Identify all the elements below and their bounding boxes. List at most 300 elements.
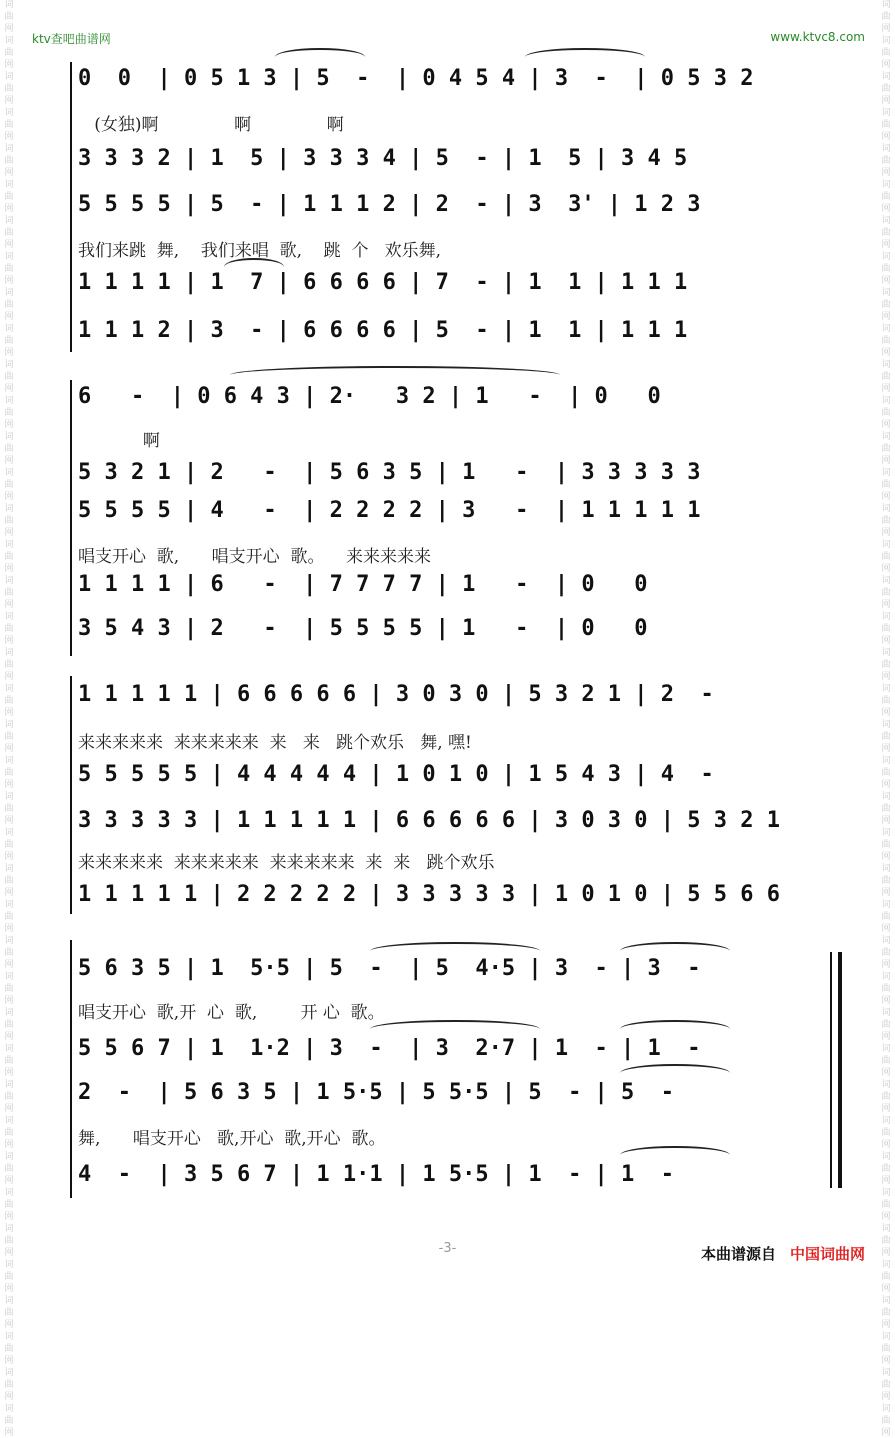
watermark-char: 网 xyxy=(881,924,891,934)
watermark-char: 词 xyxy=(4,1008,14,1018)
watermark-char: 词 xyxy=(4,180,14,190)
watermark-char: 曲 xyxy=(881,12,891,22)
slur-mark xyxy=(620,1064,730,1082)
watermark-char: 网 xyxy=(4,1104,14,1114)
watermark-char: 词 xyxy=(4,648,14,658)
watermark-char: 曲 xyxy=(4,768,14,778)
left-watermark-column xyxy=(2,0,16,1438)
watermark-char: 网 xyxy=(881,780,891,790)
notes-row xyxy=(78,682,850,712)
watermark-char: 网 xyxy=(4,600,14,610)
site-name-left[interactable]: ktv查吧曲谱网 xyxy=(32,32,111,46)
watermark-char: 曲 xyxy=(881,300,891,310)
watermark-char: 词 xyxy=(4,1080,14,1090)
notes-text: 1 1 1 1 1 | 2 2 2 2 2 | 3 3 3 3 3 | 1 0 1 0 | 5 5 6 6 xyxy=(78,882,780,907)
notes-row xyxy=(78,384,850,414)
lyrics-row xyxy=(78,998,850,1023)
watermark-char: 网 xyxy=(881,24,891,34)
watermark-char: 词 xyxy=(4,1044,14,1054)
watermark-char: 网 xyxy=(881,60,891,70)
watermark-char: 曲 xyxy=(881,264,891,274)
watermark-char: 曲 xyxy=(881,696,891,706)
watermark-char: 曲 xyxy=(4,804,14,814)
watermark-char: 词 xyxy=(4,108,14,118)
score-system-1 xyxy=(60,62,850,354)
watermark-char: 词 xyxy=(4,1224,14,1234)
watermark-char: 词 xyxy=(881,900,891,910)
watermark-char: 网 xyxy=(4,996,14,1006)
notes-text: 5 5 5 5 | 4 - | 2 2 2 2 | 3 - | 1 1 1 1 1 xyxy=(78,498,701,523)
lyrics-text: 舞, 唱支开心 歌,开心 歌,开心 歌。 xyxy=(78,1129,386,1149)
notes-text: 6 - | 0 6 4 3 | 2· 3 2 | 1 - | 0 0 xyxy=(78,384,661,409)
watermark-char: 曲 xyxy=(4,624,14,634)
watermark-char: 曲 xyxy=(4,912,14,922)
notes-row xyxy=(78,808,850,838)
watermark-char: 曲 xyxy=(4,120,14,130)
watermark-char: 词 xyxy=(881,1044,891,1054)
watermark-char: 网 xyxy=(4,384,14,394)
watermark-char: 词 xyxy=(881,72,891,82)
watermark-char: 曲 xyxy=(4,1416,14,1426)
watermark-char: 曲 xyxy=(881,192,891,202)
lyrics-row xyxy=(78,426,850,451)
watermark-char: 网 xyxy=(881,744,891,754)
watermark-char: 词 xyxy=(4,684,14,694)
watermark-char: 网 xyxy=(4,492,14,502)
watermark-char: 词 xyxy=(4,1296,14,1306)
watermark-char: 曲 xyxy=(881,1128,891,1138)
watermark-char: 词 xyxy=(4,612,14,622)
watermark-char: 词 xyxy=(4,360,14,370)
watermark-char: 词 xyxy=(881,1404,891,1414)
lyrics-text: 来来来来来 来来来来来 来 来 跳个欢乐 舞, 嘿! xyxy=(78,733,472,753)
notes-text: 5 3 2 1 | 2 - | 5 6 3 5 | 1 - | 3 3 3 3 3 xyxy=(78,460,701,485)
watermark-char: 曲 xyxy=(881,588,891,598)
watermark-char: 曲 xyxy=(4,408,14,418)
watermark-char: 曲 xyxy=(4,732,14,742)
watermark-char: 曲 xyxy=(4,444,14,454)
watermark-char: 曲 xyxy=(4,1020,14,1030)
watermark-char: 词 xyxy=(881,1116,891,1126)
watermark-char: 网 xyxy=(4,1248,14,1258)
watermark-char: 网 xyxy=(4,1320,14,1330)
watermark-char: 网 xyxy=(881,600,891,610)
watermark-char: 词 xyxy=(4,1188,14,1198)
lyrics-row xyxy=(78,1124,850,1149)
watermark-char: 曲 xyxy=(881,984,891,994)
watermark-char: 词 xyxy=(881,252,891,262)
watermark-char: 曲 xyxy=(4,228,14,238)
slur-mark xyxy=(620,1020,730,1038)
watermark-char: 网 xyxy=(881,564,891,574)
watermark-char: 网 xyxy=(4,240,14,250)
watermark-char: 词 xyxy=(4,828,14,838)
watermark-char: 网 xyxy=(4,348,14,358)
watermark-char: 词 xyxy=(881,1368,891,1378)
watermark-char: 词 xyxy=(881,1332,891,1342)
watermark-char: 词 xyxy=(881,180,891,190)
notes-text: 1 1 1 2 | 3 - | 6 6 6 6 | 5 - | 1 1 | 1 1 1 xyxy=(78,318,688,343)
watermark-char: 曲 xyxy=(881,120,891,130)
watermark-char: 曲 xyxy=(4,840,14,850)
watermark-char: 曲 xyxy=(4,84,14,94)
watermark-char: 曲 xyxy=(881,408,891,418)
notes-row xyxy=(78,572,850,602)
final-double-barline xyxy=(830,952,842,1188)
watermark-char: 网 xyxy=(4,456,14,466)
watermark-char: 曲 xyxy=(881,624,891,634)
notes-row xyxy=(78,270,850,300)
watermark-char: 词 xyxy=(881,576,891,586)
watermark-char: 词 xyxy=(4,864,14,874)
watermark-char: 词 xyxy=(881,972,891,982)
lyrics-row xyxy=(78,728,850,753)
watermark-char: 词 xyxy=(881,684,891,694)
watermark-char: 词 xyxy=(4,900,14,910)
watermark-char: 网 xyxy=(881,672,891,682)
source-credit xyxy=(701,1243,865,1264)
watermark-char: 曲 xyxy=(881,1416,891,1426)
watermark-char: 网 xyxy=(4,780,14,790)
watermark-char: 词 xyxy=(4,720,14,730)
lyrics-row xyxy=(78,110,850,135)
watermark-char: 词 xyxy=(4,756,14,766)
watermark-char: 网 xyxy=(881,1068,891,1078)
watermark-char: 网 xyxy=(881,204,891,214)
watermark-char: 词 xyxy=(881,720,891,730)
watermark-char: 网 xyxy=(881,384,891,394)
watermark-char: 词 xyxy=(881,0,891,10)
watermark-char: 曲 xyxy=(881,840,891,850)
watermark-char: 网 xyxy=(881,852,891,862)
watermark-char: 网 xyxy=(881,960,891,970)
watermark-char: 词 xyxy=(4,540,14,550)
watermark-char: 词 xyxy=(4,1404,14,1414)
notes-text: 5 6 3 5 | 1 5·5 | 5 - | 5 4·5 | 3 - | 3 - xyxy=(78,956,701,981)
watermark-char: 曲 xyxy=(4,1128,14,1138)
watermark-char: 网 xyxy=(881,1392,891,1402)
watermark-char: 网 xyxy=(881,456,891,466)
watermark-char: 词 xyxy=(4,504,14,514)
watermark-char: 网 xyxy=(4,96,14,106)
lyrics-text: 来来来来来 来来来来来 来来来来来 来 来 跳个欢乐 xyxy=(78,853,495,873)
watermark-char: 曲 xyxy=(4,1272,14,1282)
watermark-char: 词 xyxy=(881,396,891,406)
system-line xyxy=(70,380,72,656)
watermark-char: 曲 xyxy=(881,1344,891,1354)
watermark-char: 词 xyxy=(4,1260,14,1270)
watermark-char: 词 xyxy=(881,756,891,766)
watermark-char: 词 xyxy=(4,1152,14,1162)
watermark-char: 网 xyxy=(4,1068,14,1078)
watermark-char: 词 xyxy=(881,1188,891,1198)
watermark-char: 词 xyxy=(4,252,14,262)
watermark-char: 网 xyxy=(4,1284,14,1294)
notes-text: 3 3 3 2 | 1 5 | 3 3 3 4 | 5 - | 1 5 | 3 4 5 xyxy=(78,146,688,171)
watermark-char: 网 xyxy=(881,312,891,322)
slur-mark xyxy=(370,942,540,960)
watermark-char: 词 xyxy=(881,864,891,874)
notes-row xyxy=(78,318,850,348)
watermark-char: 网 xyxy=(881,888,891,898)
notes-text: 0 0 | 0 5 1 3 | 5 - | 0 4 5 4 | 3 - | 0 5 3 2 xyxy=(78,66,754,91)
watermark-char: 网 xyxy=(881,1140,891,1150)
watermark-char: 网 xyxy=(4,672,14,682)
watermark-char: 曲 xyxy=(881,552,891,562)
watermark-char: 网 xyxy=(4,1356,14,1366)
watermark-char: 网 xyxy=(4,1392,14,1402)
watermark-char: 曲 xyxy=(881,768,891,778)
watermark-char: 网 xyxy=(881,348,891,358)
watermark-char: 曲 xyxy=(4,552,14,562)
watermark-char: 词 xyxy=(881,648,891,658)
watermark-char: 网 xyxy=(881,1320,891,1330)
watermark-char: 网 xyxy=(881,132,891,142)
lyrics-text: 唱支开心 歌,开 心 歌, 开 心 歌。 xyxy=(78,1003,385,1023)
watermark-char: 网 xyxy=(4,132,14,142)
watermark-char: 词 xyxy=(881,1224,891,1234)
watermark-char: 网 xyxy=(4,1032,14,1042)
watermark-char: 曲 xyxy=(881,372,891,382)
site-url-right[interactable]: www.ktvc8.com xyxy=(770,30,865,44)
watermark-char: 网 xyxy=(881,1428,891,1438)
watermark-char: 网 xyxy=(881,240,891,250)
watermark-char: 网 xyxy=(4,852,14,862)
watermark-char: 词 xyxy=(881,324,891,334)
watermark-char: 网 xyxy=(881,1176,891,1186)
lyrics-text: 唱支开心 歌, 唱支开心 歌。 来来来来来 xyxy=(78,547,432,567)
lyrics-text: 啊 xyxy=(78,431,160,451)
watermark-char: 曲 xyxy=(4,660,14,670)
watermark-char: 网 xyxy=(4,24,14,34)
notes-row xyxy=(78,882,850,912)
watermark-char: 曲 xyxy=(881,1092,891,1102)
watermark-char: 词 xyxy=(4,468,14,478)
lyrics-row xyxy=(78,542,850,567)
watermark-char: 词 xyxy=(881,1296,891,1306)
system-line xyxy=(70,940,72,1198)
watermark-char: 网 xyxy=(881,168,891,178)
watermark-char: 曲 xyxy=(881,732,891,742)
watermark-char: 词 xyxy=(881,468,891,478)
watermark-char: 词 xyxy=(4,216,14,226)
watermark-char: 曲 xyxy=(881,660,891,670)
watermark-char: 词 xyxy=(881,216,891,226)
watermark-char: 曲 xyxy=(881,948,891,958)
watermark-char: 词 xyxy=(881,360,891,370)
watermark-char: 词 xyxy=(881,108,891,118)
notes-text: 3 3 3 3 3 | 1 1 1 1 1 | 6 6 6 6 6 | 3 0 3 0 | 5 3 2 1 xyxy=(78,808,780,833)
watermark-char: 网 xyxy=(4,924,14,934)
watermark-char: 词 xyxy=(881,504,891,514)
watermark-char: 曲 xyxy=(881,1200,891,1210)
watermark-char: 曲 xyxy=(4,372,14,382)
watermark-char: 词 xyxy=(881,36,891,46)
watermark-char: 网 xyxy=(881,96,891,106)
notes-row xyxy=(78,66,850,96)
watermark-char: 网 xyxy=(881,1032,891,1042)
watermark-char: 网 xyxy=(881,420,891,430)
notes-text: 5 5 6 7 | 1 1·2 | 3 - | 3 2·7 | 1 - | 1 - xyxy=(78,1036,701,1061)
watermark-char: 曲 xyxy=(881,1020,891,1030)
watermark-char: 词 xyxy=(4,396,14,406)
watermark-char: 网 xyxy=(881,1284,891,1294)
watermark-char: 曲 xyxy=(881,228,891,238)
slur-mark xyxy=(230,366,560,384)
watermark-char: 网 xyxy=(881,1248,891,1258)
watermark-char: 曲 xyxy=(4,1236,14,1246)
watermark-char: 网 xyxy=(4,744,14,754)
notes-row xyxy=(78,498,850,528)
watermark-char: 词 xyxy=(4,72,14,82)
watermark-char: 网 xyxy=(881,1212,891,1222)
watermark-char: 曲 xyxy=(4,588,14,598)
watermark-char: 曲 xyxy=(4,1308,14,1318)
notes-text: 2 - | 5 6 3 5 | 1 5·5 | 5 5·5 | 5 - | 5 - xyxy=(78,1080,675,1105)
watermark-char: 网 xyxy=(4,888,14,898)
notes-row xyxy=(78,616,850,646)
watermark-char: 曲 xyxy=(4,948,14,958)
score-system-2 xyxy=(60,380,850,658)
watermark-char: 词 xyxy=(4,0,14,10)
system-line xyxy=(70,62,72,352)
notes-text: 1 1 1 1 | 1 7 | 6 6 6 6 | 7 - | 1 1 | 1 1 1 xyxy=(78,270,688,295)
watermark-char: 词 xyxy=(4,1368,14,1378)
watermark-char: 曲 xyxy=(881,444,891,454)
watermark-char: 曲 xyxy=(4,12,14,22)
watermark-char: 曲 xyxy=(881,156,891,166)
watermark-char: 网 xyxy=(881,492,891,502)
watermark-char: 曲 xyxy=(4,696,14,706)
notes-text: 3 5 4 3 | 2 - | 5 5 5 5 | 1 - | 0 0 xyxy=(78,616,648,641)
watermark-char: 网 xyxy=(4,276,14,286)
notes-text: 5 5 5 5 | 5 - | 1 1 1 2 | 2 - | 3 3' | 1 2 3 xyxy=(78,192,701,217)
watermark-char: 曲 xyxy=(4,480,14,490)
watermark-char: 网 xyxy=(881,1356,891,1366)
watermark-char: 曲 xyxy=(881,1056,891,1066)
notes-row xyxy=(78,956,850,986)
right-watermark-column xyxy=(879,0,893,1438)
source-site-link[interactable]: 中国词曲网 xyxy=(789,1245,865,1263)
watermark-char: 词 xyxy=(4,324,14,334)
watermark-char: 词 xyxy=(881,1080,891,1090)
watermark-char: 网 xyxy=(4,420,14,430)
watermark-char: 曲 xyxy=(4,1200,14,1210)
watermark-char: 词 xyxy=(881,612,891,622)
watermark-char: 曲 xyxy=(881,1164,891,1174)
watermark-char: 词 xyxy=(881,828,891,838)
notes-row xyxy=(78,1036,850,1066)
slur-mark xyxy=(370,1020,540,1038)
watermark-char: 词 xyxy=(4,36,14,46)
watermark-char: 词 xyxy=(881,792,891,802)
watermark-char: 词 xyxy=(4,144,14,154)
watermark-char: 词 xyxy=(4,936,14,946)
notes-row xyxy=(78,1080,850,1110)
watermark-char: 词 xyxy=(4,792,14,802)
watermark-char: 曲 xyxy=(4,156,14,166)
watermark-char: 曲 xyxy=(881,84,891,94)
watermark-char: 曲 xyxy=(4,984,14,994)
watermark-char: 曲 xyxy=(4,876,14,886)
watermark-char: 网 xyxy=(4,204,14,214)
score-system-4 xyxy=(60,940,850,1200)
watermark-char: 网 xyxy=(4,960,14,970)
watermark-char: 网 xyxy=(4,564,14,574)
watermark-char: 词 xyxy=(881,1152,891,1162)
watermark-char: 词 xyxy=(881,936,891,946)
system-line xyxy=(70,676,72,914)
lyrics-text: (女独)啊 啊 啊 xyxy=(78,115,344,135)
watermark-char: 网 xyxy=(4,168,14,178)
watermark-char: 网 xyxy=(4,60,14,70)
watermark-char: 词 xyxy=(4,432,14,442)
watermark-char: 曲 xyxy=(881,912,891,922)
watermark-char: 词 xyxy=(881,144,891,154)
notes-text: 1 1 1 1 | 6 - | 7 7 7 7 | 1 - | 0 0 xyxy=(78,572,648,597)
watermark-char: 曲 xyxy=(4,516,14,526)
notes-row xyxy=(78,762,850,792)
watermark-char: 网 xyxy=(881,1104,891,1114)
notes-row xyxy=(78,146,850,176)
source-label: 本曲谱源自 xyxy=(700,1245,776,1263)
score-system-3 xyxy=(60,676,850,916)
watermark-char: 网 xyxy=(881,276,891,286)
watermark-char: 曲 xyxy=(4,1092,14,1102)
watermark-char: 网 xyxy=(4,816,14,826)
watermark-char: 词 xyxy=(4,1332,14,1342)
lyrics-row xyxy=(78,848,850,873)
watermark-char: 词 xyxy=(4,576,14,586)
watermark-char: 网 xyxy=(4,1428,14,1438)
watermark-char: 曲 xyxy=(881,480,891,490)
watermark-char: 曲 xyxy=(4,48,14,58)
watermark-char: 曲 xyxy=(881,876,891,886)
page-number: -3- xyxy=(438,1241,457,1256)
watermark-char: 曲 xyxy=(4,264,14,274)
watermark-char: 曲 xyxy=(881,48,891,58)
notes-text: 1 1 1 1 1 | 6 6 6 6 6 | 3 0 3 0 | 5 3 2 1 | 2 - xyxy=(78,682,714,707)
watermark-char: 词 xyxy=(881,1260,891,1270)
slur-mark xyxy=(620,1146,730,1164)
watermark-char: 网 xyxy=(881,816,891,826)
watermark-char: 曲 xyxy=(4,1380,14,1390)
watermark-char: 曲 xyxy=(4,300,14,310)
watermark-char: 曲 xyxy=(4,1344,14,1354)
slur-mark xyxy=(620,942,730,960)
notes-row xyxy=(78,1162,850,1192)
watermark-char: 曲 xyxy=(881,516,891,526)
watermark-char: 曲 xyxy=(4,336,14,346)
watermark-char: 曲 xyxy=(881,336,891,346)
watermark-char: 网 xyxy=(4,708,14,718)
notes-text: 5 5 5 5 5 | 4 4 4 4 4 | 1 0 1 0 | 1 5 4 3 | 4 - xyxy=(78,762,714,787)
notes-text: 4 - | 3 5 6 7 | 1 1·1 | 1 5·5 | 1 - | 1 - xyxy=(78,1162,675,1187)
watermark-char: 网 xyxy=(881,708,891,718)
watermark-char: 网 xyxy=(4,636,14,646)
notes-row xyxy=(78,460,850,490)
watermark-char: 词 xyxy=(4,288,14,298)
watermark-char: 网 xyxy=(881,996,891,1006)
watermark-char: 网 xyxy=(4,1140,14,1150)
watermark-char: 曲 xyxy=(881,1236,891,1246)
notes-row xyxy=(78,192,850,222)
watermark-char: 曲 xyxy=(881,1272,891,1282)
watermark-char: 网 xyxy=(881,528,891,538)
watermark-char: 网 xyxy=(4,312,14,322)
watermark-char: 曲 xyxy=(881,804,891,814)
lyrics-text: 我们来跳 舞, 我们来唱 歌, 跳 个 欢乐舞, xyxy=(78,241,442,261)
